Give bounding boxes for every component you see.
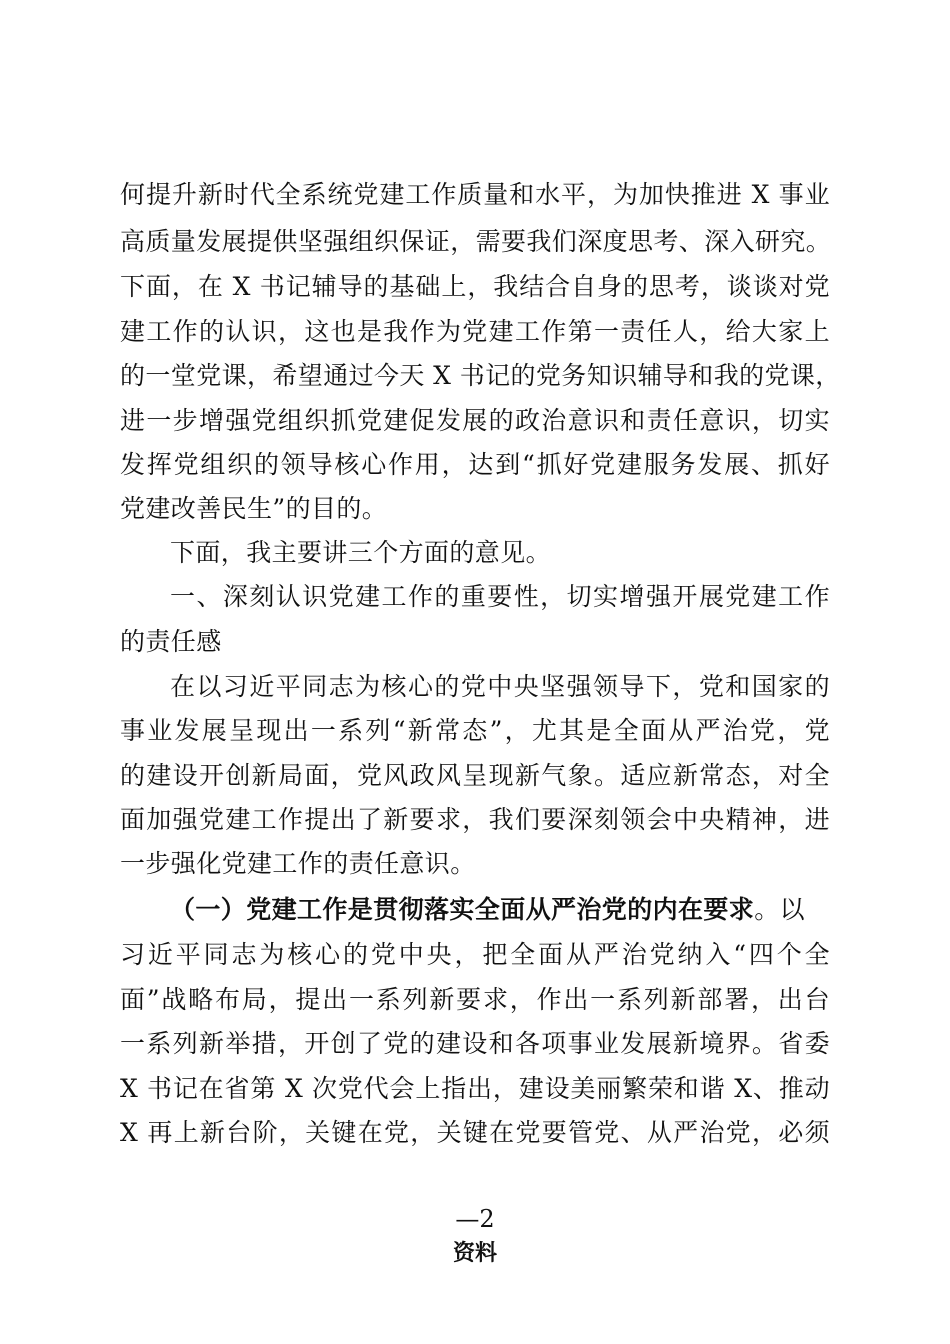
body-line: 下面，我主要讲三个方面的意见。 [170, 538, 552, 567]
body-line: X 书记在省第 X 次党代会上指出，建设美丽繁荣和谐 X、推动 [120, 1074, 830, 1103]
body-line: X 再上新台阶，关键在党，关键在党要管党、从严治党，必须 [120, 1118, 830, 1147]
body-line: 发挥党组织的领导核心作用，达到“抓好党建服务发展、抓好 [120, 450, 830, 479]
page-number: —2 [455, 1205, 495, 1233]
body-line: 事业发展呈现出一系列“新常态”，尤其是全面从严治党，党 [120, 716, 830, 745]
body-line: 党建改善民生”的目的。 [120, 494, 388, 523]
body-line: 进一步增强党组织抓党建促发展的政治意识和责任意识，切实 [120, 406, 830, 435]
body-line: 一步强化党建工作的责任意识。 [120, 849, 476, 878]
body-line: 的一堂党课，希望通过今天 X 书记的党务知识辅导和我的党课， [120, 361, 841, 390]
body-line: 何提升新时代全系统党建工作质量和水平，为加快推进 X 事业 [120, 180, 830, 209]
section-heading: 一、深刻认识党建工作的重要性，切实增强开展党建工作 [170, 582, 830, 611]
subheading-line [170, 895, 830, 925]
body-line: 下面，在 X 书记辅导的基础上，我结合自身的思考，谈谈对党 [120, 272, 830, 301]
subheading-tail: 。以 [754, 895, 806, 924]
body-line: 习近平同志为核心的党中央，把全面从严治党纳入“四个全 [120, 940, 830, 969]
body-line: 的建设开创新局面，党风政风呈现新气象。适应新常态，对全 [120, 761, 830, 790]
subheading-bold: （一）党建工作是贯彻落实全面从严治党的内在要求 [170, 895, 755, 924]
section-heading: 的责任感 [120, 627, 222, 656]
body-line: 面加强党建工作提出了新要求，我们要深刻领会中央精神，进 [120, 805, 830, 834]
footer-label: 资料 [452, 1240, 497, 1266]
body-line: 高质量发展提供坚强组织保证，需要我们深度思考、深入研究。 [120, 227, 832, 256]
body-line: 一系列新举措，开创了党的建设和各项事业发展新境界。省委 [120, 1029, 830, 1058]
body-line: 建工作的认识，这也是我作为党建工作第一责任人，给大家上 [120, 317, 830, 346]
body-line: 在以习近平同志为核心的党中央坚强领导下，党和国家的 [170, 672, 830, 701]
body-line: 面”战略布局，提出一系列新要求，作出一系列新部署，出台 [120, 985, 830, 1014]
